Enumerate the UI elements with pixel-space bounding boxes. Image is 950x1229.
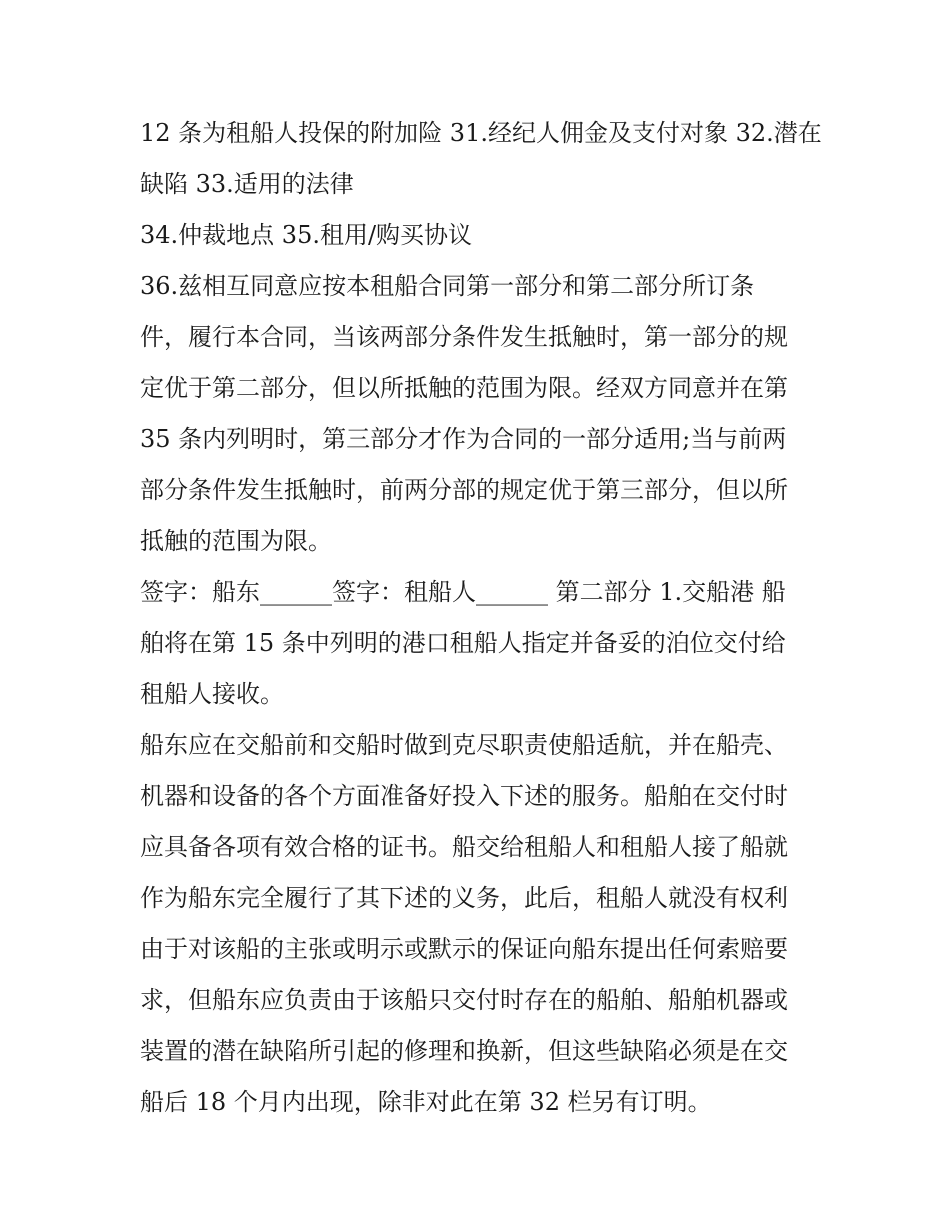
text-line: 舶将在第 15 条中列明的港口租船人指定并备妥的泊位交付给 <box>140 629 786 657</box>
text-line: 36.兹相互同意应按本租船合同第一部分和第二部分所订条 <box>140 272 755 300</box>
text-line: 件，履行本合同，当该两部分条件发生抵触时，第一部分的规 <box>140 323 788 351</box>
text-line: 35 条内列明时，第三部分才作为合同的一部分适用;当与前两 <box>140 425 787 453</box>
text-line: 租船人接收。 <box>140 680 284 708</box>
text-line: 定优于第二部分，但以所抵触的范围为限。经双方同意并在第 <box>140 374 788 402</box>
document-body <box>140 108 830 1128</box>
signature-line: 签字：船东______签字：租船人______ 第二部分 1.交船港 船 <box>140 578 786 606</box>
text-line: 机器和设备的各个方面准备好投入下述的服务。船舶在交付时 <box>140 782 788 810</box>
text-line: 34.仲裁地点 35.租用/购买协议 <box>140 221 473 249</box>
text-line: 求，但船东应负责由于该船只交付时存在的船舶、船舶机器或 <box>140 986 788 1014</box>
text-line: 缺陷 33.适用的法律 <box>140 170 354 198</box>
text-line: 应具备各项有效合格的证书。船交给租船人和租船人接了船就 <box>140 833 788 861</box>
text-line: 作为船东完全履行了其下述的义务，此后，租船人就没有权利 <box>140 884 788 912</box>
text-line: 装置的潜在缺陷所引起的修理和换新，但这些缺陷必须是在交 <box>140 1037 788 1065</box>
text-line: 船东应在交船前和交船时做到克尽职责使船适航，并在船壳、 <box>140 731 788 759</box>
text-line: 部分条件发生抵触时，前两分部的规定优于第三部分，但以所 <box>140 476 788 504</box>
text-line: 由于对该船的主张或明示或默示的保证向船东提出任何索赔要 <box>140 935 788 963</box>
text-line: 12 条为租船人投保的附加险 31.经纪人佣金及支付对象 32.潜在 <box>140 119 822 147</box>
text-line: 船后 18 个月内出现，除非对此在第 32 栏另有订明。 <box>140 1088 712 1116</box>
text-line: 抵触的范围为限。 <box>140 527 332 555</box>
